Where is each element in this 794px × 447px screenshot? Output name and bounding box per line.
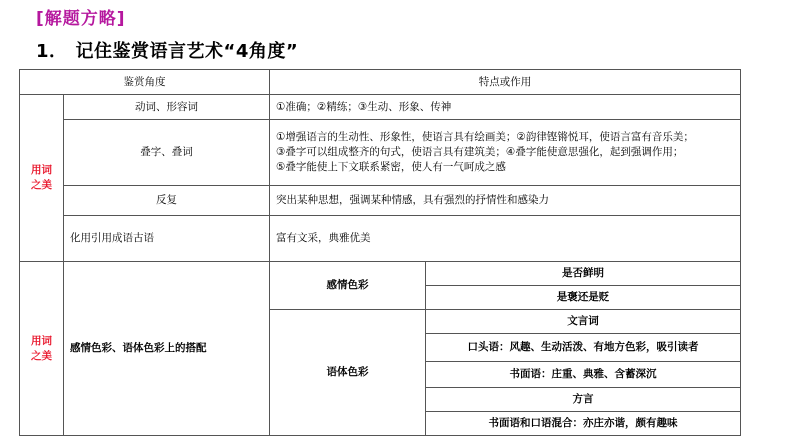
table-header-row <box>20 70 741 95</box>
table-row <box>20 186 741 216</box>
angle-cell: 反复 <box>64 186 270 216</box>
register-item: 书面语：庄重、典雅、含蓄深沉 <box>426 362 741 388</box>
angle-cell: 动词、形容词 <box>64 95 270 120</box>
group2-label: 用词 之美 <box>20 262 64 436</box>
register-item: 书面语和口语混合：亦庄亦谐，颇有趣味 <box>426 412 741 436</box>
table-row <box>20 120 741 186</box>
feature-line: ⑤叠字能使上下文联系紧密，使人有一气呵成之感 <box>276 160 506 173</box>
header-feature: 特点或作用 <box>270 70 741 95</box>
emotion-color-label: 感情色彩 <box>270 262 426 310</box>
section-title: [解题方略] <box>36 9 126 29</box>
table-row <box>20 95 741 120</box>
register-item: 口头语：风趣、生动活泼、有地方色彩，吸引读者 <box>426 334 741 362</box>
appreciation-table <box>19 69 741 436</box>
feature-cell: 富有文采，典雅优美 <box>270 216 741 262</box>
feature-cell: 突出某种思想，强调某种情感，具有强烈的抒情性和感染力 <box>270 186 741 216</box>
register-item: 文言词 <box>426 310 741 334</box>
register-item: 方言 <box>426 388 741 412</box>
table-row <box>20 262 741 286</box>
feature-cell: ①准确；②精练；③生动、形象、传神 <box>270 95 741 120</box>
heading <box>36 37 298 63</box>
feature-line: ①增强语言的生动性、形象性，使语言具有绘画美；②韵律铿锵悦耳，使语言富有音乐美； <box>276 131 694 144</box>
emotion-item: 是否鲜明 <box>426 262 741 286</box>
angle-cell: 叠字、叠词 <box>64 120 270 186</box>
feature-line: ③叠字可以组成整齐的句式，使语言具有建筑美；④叠字能使意思强化，起到强调作用； <box>276 146 684 159</box>
feature-cell <box>270 120 741 186</box>
register-color-label: 语体色彩 <box>270 310 426 436</box>
group2-angle: 感情色彩、语体色彩上的搭配 <box>64 262 270 436</box>
heading-number: 1． <box>36 41 68 62</box>
heading-text: 记住鉴赏语言艺术“4角度” <box>75 41 299 62</box>
angle-cell: 化用引用成语古语 <box>64 216 270 262</box>
emotion-item: 是褒还是贬 <box>426 286 741 310</box>
group1-label: 用词 之美 <box>20 95 64 262</box>
table-row <box>20 216 741 262</box>
header-angle: 鉴赏角度 <box>20 70 270 95</box>
